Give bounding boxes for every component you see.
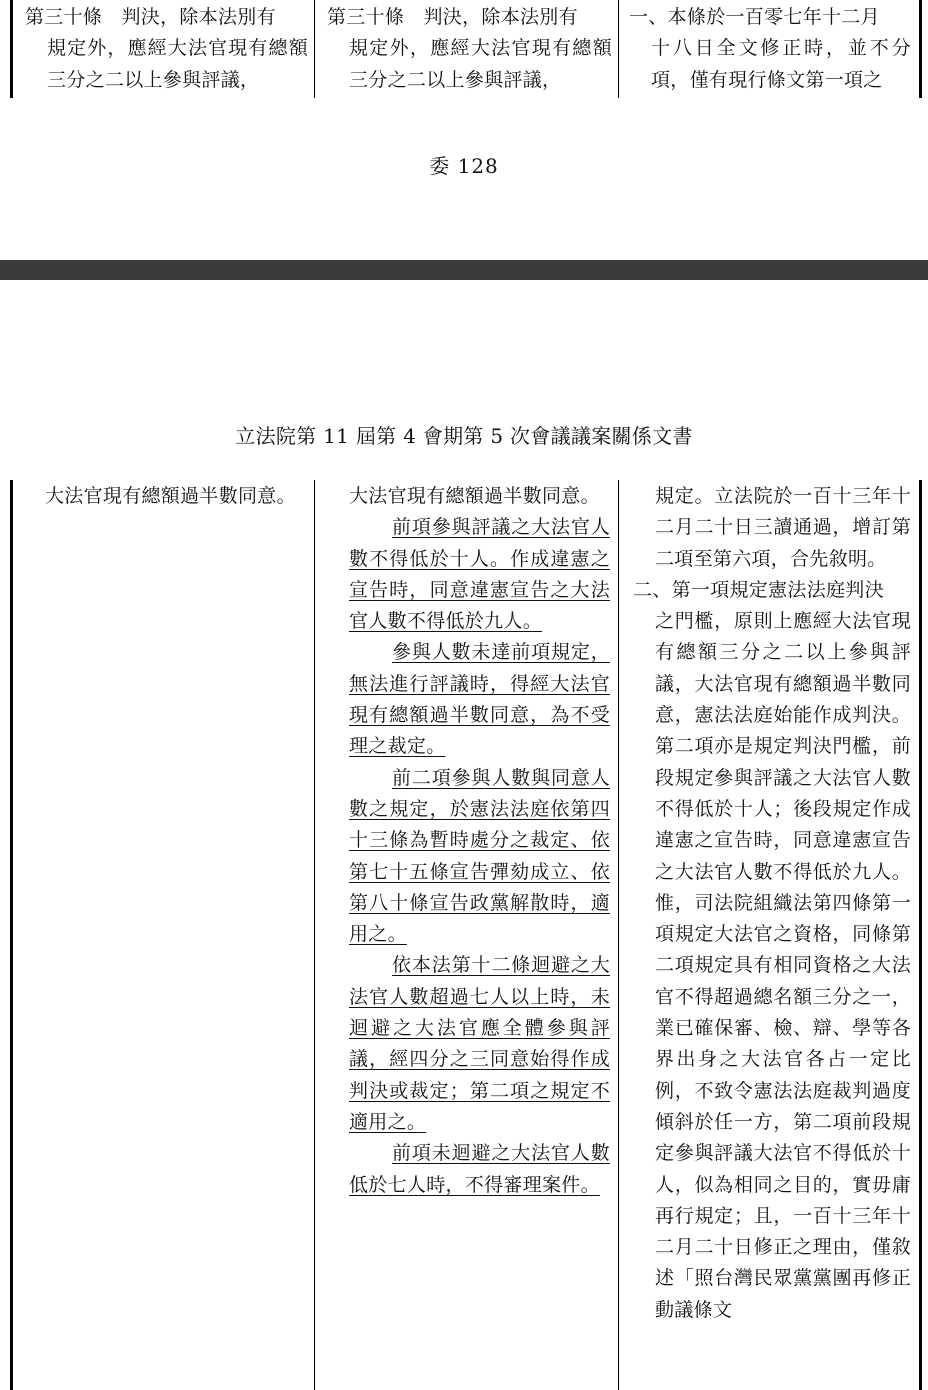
explanation-item-2: 二、第一項規定憲法法庭判決 之門檻，原則上應經大法官現有總額三分之二以上參與評議，大法官現有總額過半數同意，憲法法庭始能作成判決。第二項亦是規定判決門檻，前段規定參與評議之大法官人數不得低於十人；後段規定作成違憲之宣告時，同意違憲宣告之大法官人數不得低於九人。惟，司法院組織法第四條第一項規定大法官之資格，同條第二項規定具有相同資格之大法官不得超過總名額三分之一，業已確保審、檢、辯、學等各界出身之大法官各占一定比例，不致令憲法法庭裁判過度傾斜於任一方，第二項前段規定參與評議大法官不得低於十人，似為相同之目的，實毋庸再行規定；且，一百十三年十二月二十日修正之理由，僅敘述「照台灣民眾黨黨團再修正動議條文 (633, 578, 911, 1321)
paragraph-5: 依本法第十二條迴避之大法官人數超過七人以上時，未迴避之大法官應全體參與評議，經四分之三同意始得作成判決或裁定；第二項之規定不適用之。 (349, 954, 610, 1133)
page-number: 委 128 (429, 154, 499, 178)
column-amended-text-top (10, 0, 314, 98)
paragraph-2: 前項參與評議之大法官人數不得低於十人。作成違憲之宣告時，同意違憲宣告之大法官人數不得低於九人。 (349, 516, 610, 633)
explanation-item-1-cont: 規定。立法院於一百十三年十二月二十日三讀通過，增訂第二項至第六項，合先敘明。 (655, 485, 911, 570)
article-30-amended: 第三十條 判決，除本法別有 規定外，應經大法官現有總額三分之二以上參與評議， (25, 6, 308, 91)
article-30-current: 第三十條 判決，除本法別有 規定外，應經大法官現有總額三分之二以上參與評議， (327, 6, 612, 91)
page-separator (0, 260, 928, 280)
column-current-text-top (314, 0, 618, 98)
explanation-item-1: 一、本條於一百零七年十二月 十八日全文修正時，並不分項，僅有現行條文第一項之 (629, 6, 911, 91)
paragraph-3: 參與人數未達前項規定，無法進行評議時，得經大法官現有總額過半數同意，為不受理之裁定。 (349, 641, 610, 758)
current-text-cont: 大法官現有總額過半數同意。 (349, 485, 600, 507)
column-current-text (314, 480, 618, 1390)
column-explanation-top (618, 0, 922, 98)
document-header: 立法院第 11 屆第 4 會期第 5 次會議議案關係文書 (235, 424, 693, 448)
paragraph-6: 前項未迴避之大法官人數低於七人時，不得審理案件。 (349, 1142, 610, 1196)
previous-page (0, 0, 928, 260)
amended-text-cont: 大法官現有總額過半數同意。 (45, 485, 296, 507)
comparison-table-top (10, 0, 922, 98)
column-explanation (618, 480, 922, 1390)
column-amended-text (10, 480, 314, 1390)
current-page (0, 280, 928, 1390)
comparison-table (10, 480, 922, 1390)
paragraph-4: 前二項參與人數與同意人數之規定，於憲法法庭依第四十三條為暫時處分之裁定、依第七十五條宣告彈劾成立、依第八十條宣告政黨解散時，適用之。 (349, 766, 610, 946)
